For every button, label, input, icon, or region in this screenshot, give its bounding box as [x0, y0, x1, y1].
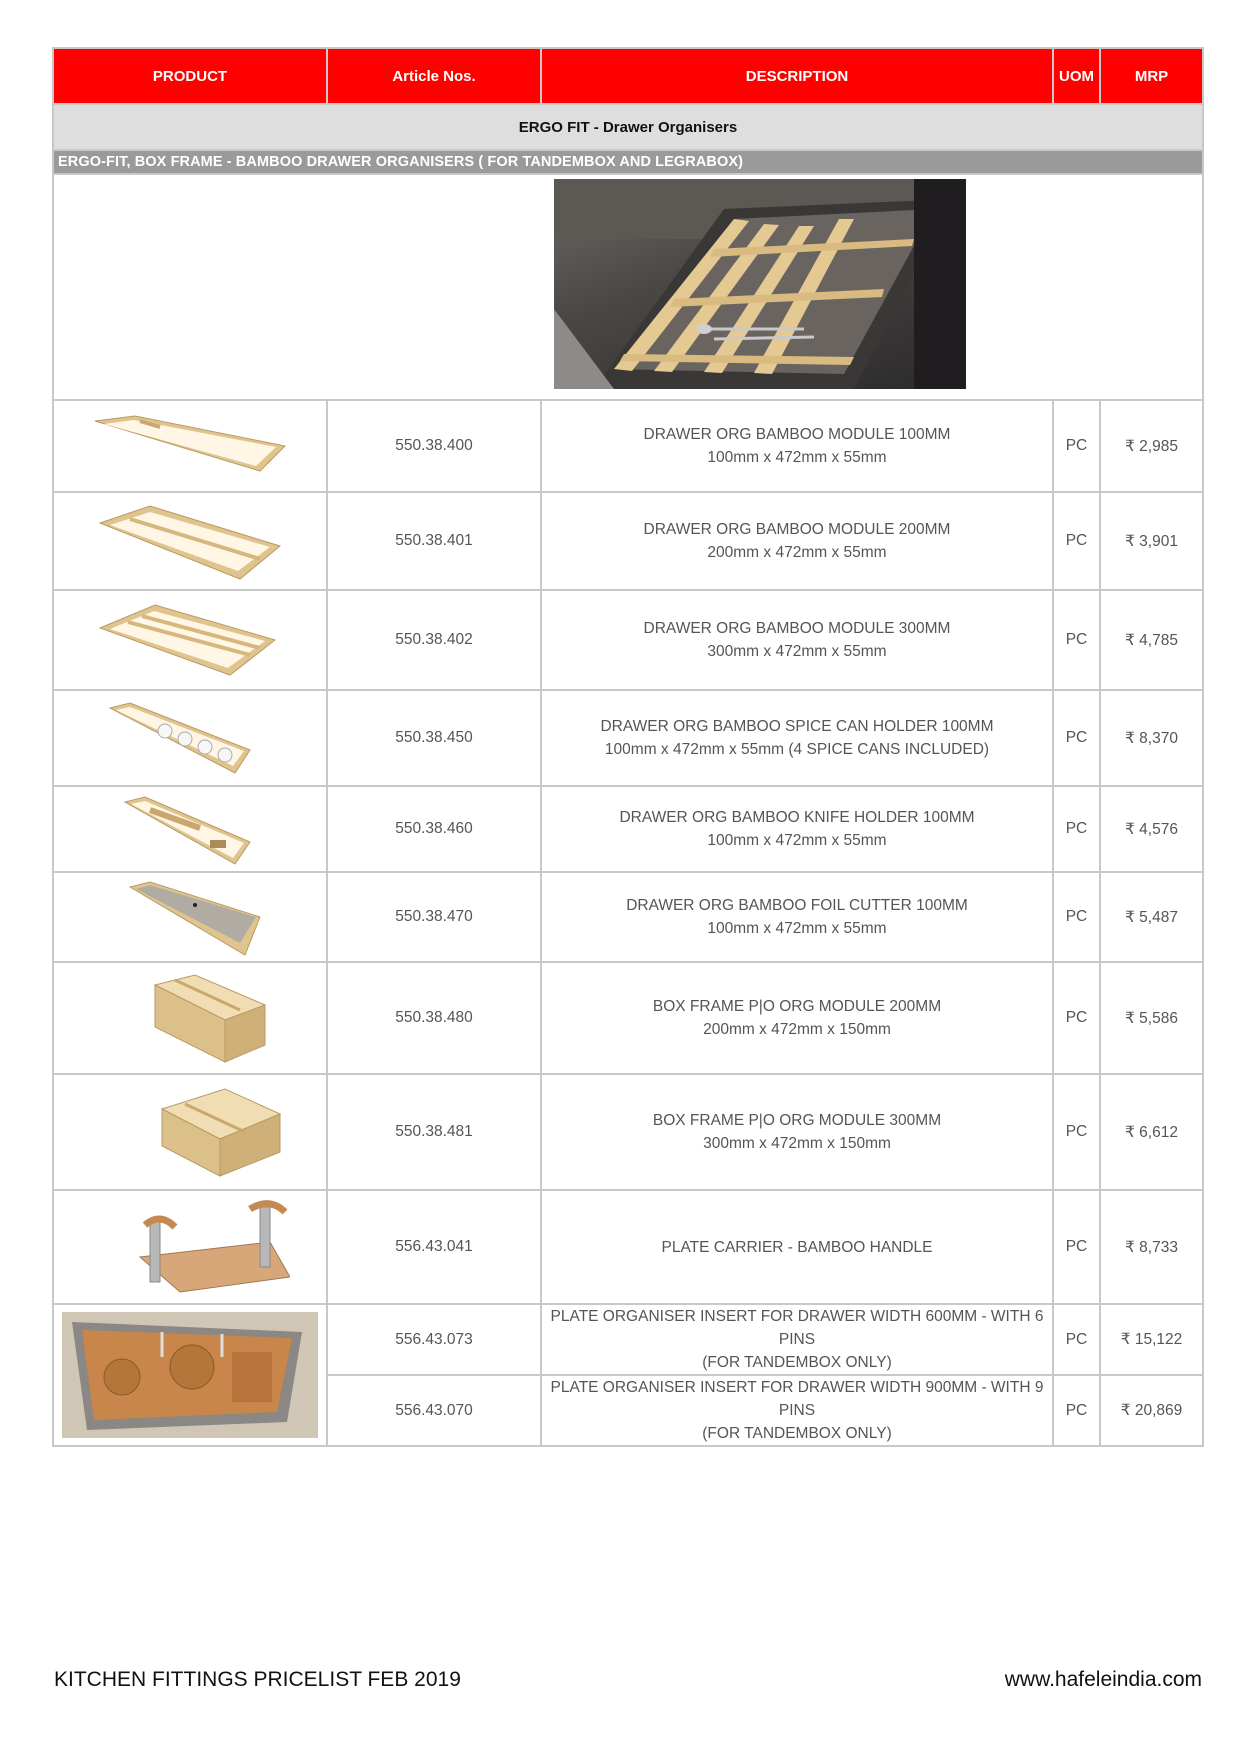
description-line-2: 100mm x 472mm x 55mm [707, 832, 887, 849]
uom: PC [1053, 492, 1100, 590]
description-line-2: 100mm x 472mm x 55mm [707, 920, 887, 937]
product-image [53, 1190, 327, 1304]
article-number: 550.38.481 [327, 1074, 541, 1190]
subsection-title: ERGO-FIT, BOX FRAME - BAMBOO DRAWER ORGANISERS ( FOR TANDEMBOX AND LEGRABOX) [53, 150, 1203, 174]
description-line-2: (FOR TANDEMBOX ONLY) [702, 1425, 892, 1442]
product-image [53, 786, 327, 872]
article-number: 550.38.480 [327, 962, 541, 1074]
article-number: 556.43.041 [327, 1190, 541, 1304]
product-image [53, 690, 327, 786]
article-number: 556.43.070 [327, 1375, 541, 1446]
description [541, 872, 1053, 962]
description-line-2: 200mm x 472mm x 55mm [707, 544, 887, 561]
product-image [53, 1074, 327, 1190]
description-line-1: DRAWER ORG BAMBOO MODULE 300MM [643, 620, 951, 637]
product-image [53, 590, 327, 690]
table-row [53, 400, 1203, 492]
description-line-2: 300mm x 472mm x 55mm [707, 643, 887, 660]
price: ₹ 4,785 [1100, 590, 1203, 690]
header-product: PRODUCT [53, 48, 327, 104]
description-line-1: BOX FRAME P|O ORG MODULE 200MM [652, 998, 942, 1015]
uom: PC [1053, 400, 1100, 492]
price: ₹ 5,487 [1100, 872, 1203, 962]
uom: PC [1053, 1375, 1100, 1446]
uom: PC [1053, 872, 1100, 962]
article-number: 550.38.400 [327, 400, 541, 492]
description [541, 590, 1053, 690]
price-table [52, 47, 1204, 1447]
description-line-1: DRAWER ORG BAMBOO SPICE CAN HOLDER 100MM [600, 718, 994, 735]
uom: PC [1053, 690, 1100, 786]
description [541, 1375, 1053, 1446]
table-row [53, 1074, 1203, 1190]
description-line-1: DRAWER ORG BAMBOO KNIFE HOLDER 100MM [619, 809, 975, 826]
description-line-2: 200mm x 472mm x 150mm [703, 1021, 891, 1038]
header-uom: UOM [1053, 48, 1100, 104]
uom: PC [1053, 590, 1100, 690]
price: ₹ 6,612 [1100, 1074, 1203, 1190]
table-row [53, 962, 1203, 1074]
product-image [53, 492, 327, 590]
uom: PC [1053, 1304, 1100, 1375]
description-line-1: PLATE CARRIER - BAMBOO HANDLE [661, 1238, 933, 1256]
footer-website: www.hafeleindia.com [1004, 1668, 1202, 1691]
product-image [53, 1304, 327, 1446]
table-row [53, 492, 1203, 590]
description [541, 1190, 1053, 1304]
description [541, 1074, 1053, 1190]
uom: PC [1053, 1074, 1100, 1190]
price: ₹ 4,576 [1100, 786, 1203, 872]
section-title: ERGO FIT - Drawer Organisers [53, 104, 1203, 150]
article-number: 550.38.460 [327, 786, 541, 872]
uom: PC [1053, 786, 1100, 872]
price: ₹ 20,869 [1100, 1375, 1203, 1446]
description-line-1: DRAWER ORG BAMBOO MODULE 200MM [643, 521, 951, 538]
price: ₹ 8,733 [1100, 1190, 1203, 1304]
hero-row [53, 174, 1203, 400]
header-mrp: MRP [1100, 48, 1203, 104]
table-row [53, 1304, 1203, 1375]
price: ₹ 15,122 [1100, 1304, 1203, 1375]
description-line-1: DRAWER ORG BAMBOO MODULE 100MM [643, 426, 951, 443]
uom: PC [1053, 1190, 1100, 1304]
article-number: 550.38.401 [327, 492, 541, 590]
header-article: Article Nos. [327, 48, 541, 104]
section-row [53, 104, 1203, 150]
description-line-2: 100mm x 472mm x 55mm [707, 449, 887, 466]
table-row [53, 1190, 1203, 1304]
table-row [53, 690, 1203, 786]
price: ₹ 5,586 [1100, 962, 1203, 1074]
price: ₹ 3,901 [1100, 492, 1203, 590]
description-line-2: 100mm x 472mm x 55mm (4 SPICE CANS INCLUDED) [604, 741, 990, 758]
description-line-2: (FOR TANDEMBOX ONLY) [702, 1354, 892, 1371]
product-image [53, 872, 327, 962]
product-image [53, 962, 327, 1074]
uom: PC [1053, 962, 1100, 1074]
description-line-1: PLATE ORGANISER INSERT FOR DRAWER WIDTH 900MM - WITH 9 PINS [550, 1379, 1044, 1419]
drawer-organiser-photo [554, 179, 966, 389]
description-line-1: DRAWER ORG BAMBOO FOIL CUTTER 100MM [626, 897, 968, 914]
hero-cell [53, 174, 1203, 400]
description [541, 1304, 1053, 1375]
description [541, 400, 1053, 492]
subsection-row [53, 150, 1203, 174]
description-line-1: PLATE ORGANISER INSERT FOR DRAWER WIDTH 600MM - WITH 6 PINS [550, 1308, 1044, 1348]
description [541, 690, 1053, 786]
article-number: 550.38.470 [327, 872, 541, 962]
header-description: DESCRIPTION [541, 48, 1053, 104]
product-image [53, 400, 327, 492]
article-number: 550.38.450 [327, 690, 541, 786]
price: ₹ 2,985 [1100, 400, 1203, 492]
description [541, 786, 1053, 872]
description-line-2: 300mm x 472mm x 150mm [703, 1135, 891, 1152]
table-row [53, 786, 1203, 872]
footer-title: KITCHEN FITTINGS PRICELIST FEB 2019 [54, 1668, 461, 1691]
article-number: 550.38.402 [327, 590, 541, 690]
description [541, 962, 1053, 1074]
price: ₹ 8,370 [1100, 690, 1203, 786]
table-row [53, 872, 1203, 962]
article-number: 556.43.073 [327, 1304, 541, 1375]
description [541, 492, 1053, 590]
table-row [53, 590, 1203, 690]
description-line-1: BOX FRAME P|O ORG MODULE 300MM [652, 1112, 942, 1129]
header-row [53, 48, 1203, 104]
